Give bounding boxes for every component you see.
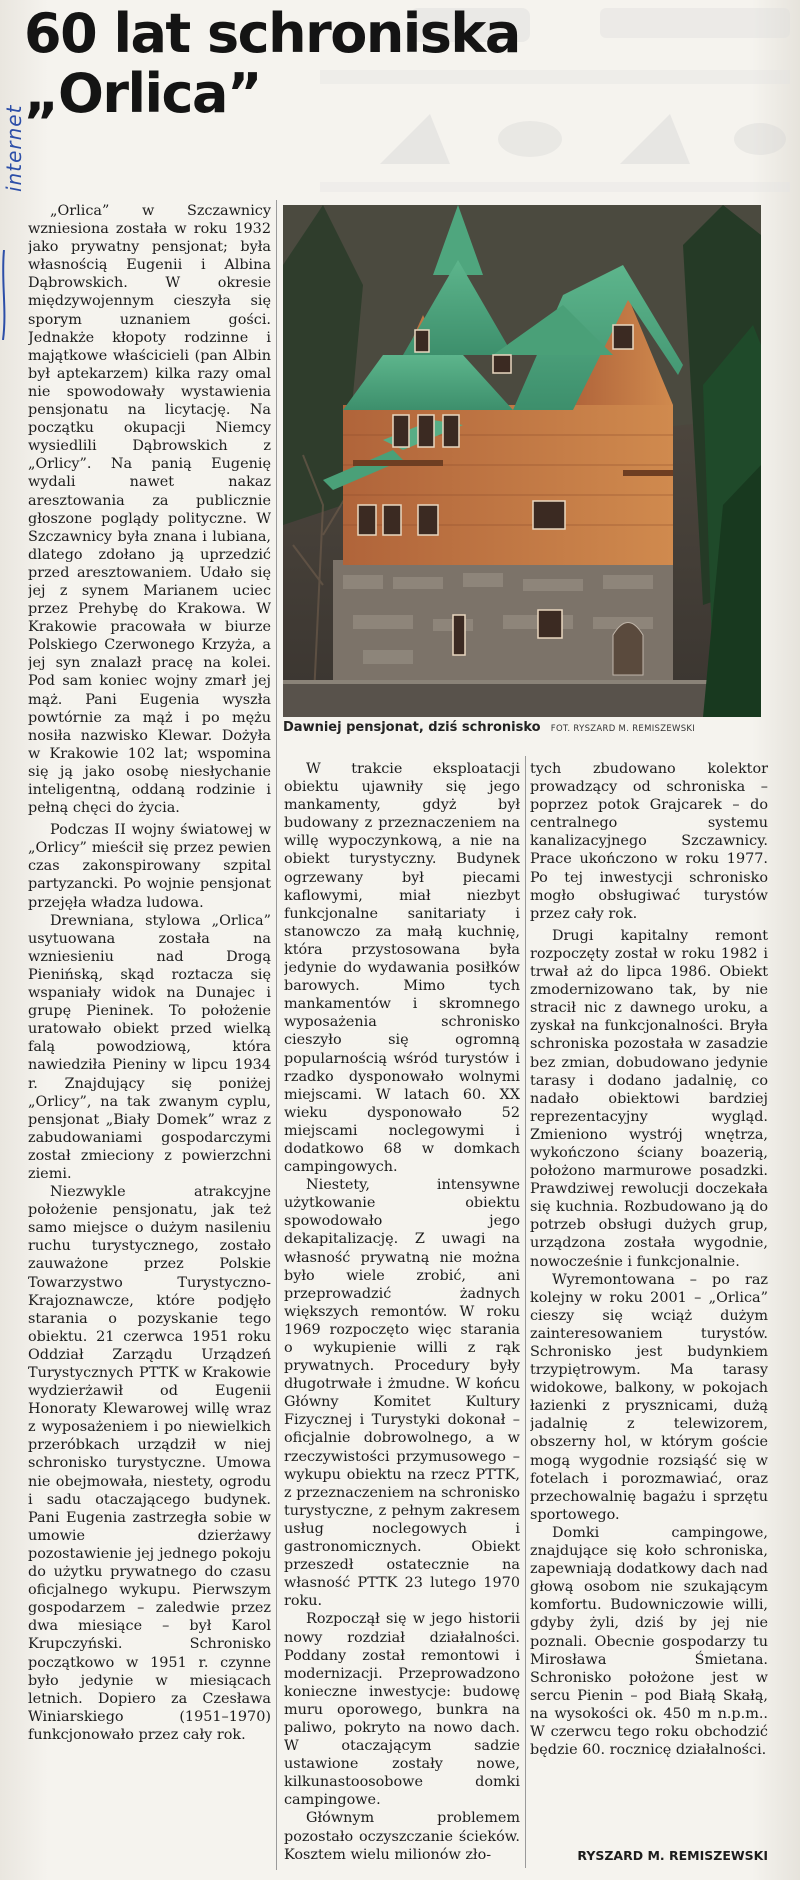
- paragraph: Drewniana, stylowa „Orlica” usytuowana została na wzniesieniu nad Drogą Pienińską, skąd roztacza się wspaniały widok na Dunajec i grupę Pieninek. To położenie uratowało obiekt przed wielką falą powodziową, która nawiedziła Pieniny w lipcu 1934 r. Znajdujący się poniżej „Orlicy”, na tak zwanym cyplu, pensjonat „Biały Domek” wraz z zabudowaniami gospodarczymi został zmieciony z powierzchni ziemi.: [28, 912, 271, 1182]
- building-photo: [283, 205, 761, 717]
- paragraph: W trakcie eksploatacji obiektu ujawniły się jego mankamenty, gdyż był budowany z przeznaczeniem na willę wypoczynkową, a nie na obiekt turystyczny. Budynek ogrzewany był piecami kaflowymi, miał niezbyt funkcjonalne sanitariaty i stanowczo za małą kuchnię, która przystosowana była jedynie do wydawania posiłków barowych. Mimo tych mankamentów i skromnego wyposażenia schronisko cieszyło się ogromną popularnością wśród turystów i rzadko dysponowało wolnymi miejscami. W latach 60. XX wieku dysponowało 52 miejscami noclegowymi i dodatkowo 68 w domkach campingowych.: [284, 761, 520, 1176]
- article-column-3: [530, 760, 768, 1838]
- column-divider: [525, 756, 526, 1868]
- paragraph: Podczas II wojny światowej w „Orlicy” mieścił się przez pewien czas zakonspirowany szpital partyzancki. Po wojnie pensjonat przejęła władza ludowa.: [28, 822, 271, 911]
- headline: 60 lat schroniska „Orlica”: [24, 2, 520, 125]
- paragraph: Domki campingowe, znajdujące się koło schroniska, zapewniają dodatkowy dach nad głową osobom nie szukającym komfortu. Budowniczowie willi, gdyby żyli, dziś by jej nie poznali. Obecnie gospodarzy tu Mirosława Śmietana. Schronisko położone jest w sercu Pienin – pod Białą Skałą, na wysokości ok. 450 m n.p.m.. W czerwcu tego roku obchodzić będzie 60. rocznicę działalności.: [530, 1524, 768, 1759]
- paragraph: Wyremontowana – po raz kolejny w roku 2001 – „Orlica” cieszy się wciąż dużym zainteresowaniem turystów. Schronisko jest budynkiem trzypiętrowym. Ma tarasy widokowe, balkony, w pokojach łazienki z prysznicami, dużą jadalnię z telewizorem, obszerny hol, w którym goście mogą wygodnie rozsiąść się w fotelach i porozmawiać, oraz przechowalnię bagażu i sprzętu sportowego.: [530, 1271, 768, 1523]
- paragraph: tych zbudowano kolektor prowadzący od schroniska – poprzez potok Grajcarek – do centralnego systemu kanalizacyjnego Szczawnicy. Prace ukończono w roku 1977. Po tej inwestycji schronisko mogło obsługiwać turystów przez cały rok.: [530, 761, 768, 922]
- article-column-1: [28, 202, 271, 1870]
- margin-pen-mark: [0, 250, 8, 340]
- handwritten-note: internet: [2, 104, 26, 192]
- paragraph: Niestety, intensywne użytkowanie obiektu spowodowało jego dekapitalizację. Z uwagi na własność prywatną nie można było wiele zrobić, ani przeprowadzić żadnych większych remontów. W roku 1969 rozpoczęto więc starania o wykupienie willi z rąk prywatnych. Procedury były długotrwałe i żmudne. W końcu Główny Komitet Kultury Fizycznej i Turystyki dokonał – oficjalnie dobrowolnego, a w rzeczywistości przymusowego – wykupu obiektu na rzecz PTTK, z przeznaczeniem na schronisko turystyczne, z pełnym zakresem usług noclegowych i gastronomicznych. Obiekt przeszedł ostatecznie na własność PTTK 23 lutego 1970 roku.: [284, 1177, 520, 1610]
- paragraph: Niezwykle atrakcyjne położenie pensjonatu, jak też samo miejsce o dużym nasileniu ruchu turystycznego, zostało zauważone przez Polskie Towarzystwo Turystyczno-Krajoznawcze, które podjęło starania o pozyskanie tego obiektu. 21 czerwca 1951 roku Oddział Zarządu Urządzeń Turystycznych PTTK w Krakowie wydzierżawił od Eugenii Honoraty Klewarowej willę wraz z wyposażeniem i po niewielkich przeróbkach urządził w niej schronisko turystyczne. Umowa nie obejmowała, niestety, ogrodu i sadu otaczającego budynek. Pani Eugenia zastrzegła sobie w umowie dzierżawy pozostawienie jej jednego pokoju do użytku prywatnego do czasu oficjalnego wykupu. Pierwszym gospodarzem – zaledwie przez dwa miesiące – był Karol Krupczyński. Schronisko początkowo w 1951 r. czynne było jedynie w miesiącach letnich. Dopiero za Czesława Winiarskiego (1951–1970) funkcjonowało przez cały rok.: [28, 1184, 271, 1743]
- author-signature: RYSZARD M. REMISZEWSKI: [577, 1848, 768, 1863]
- photo-credit: FOT. RYSZARD M. REMISZEWSKI: [550, 724, 696, 734]
- article-column-2: [284, 760, 520, 1868]
- column-divider: [276, 200, 277, 1870]
- paragraph: Drugi kapitalny remont rozpoczęty został w roku 1982 i trwał aż do lipca 1986. Obiekt zmodernizowano tak, by nie stracił nic z dawnego uroku, a zyskał na funkcjonalności. Bryła schroniska pozostała w zasadzie bez zmian, dobudowano jedynie tarasy i dodano jadalnię, co nadało obiektowi bardziej reprezentacyjny wygląd. Zmieniono wystrój wnętrza, wykończono ściany boazerią, położono marmurowe posadzki. Prawdziwej rewolucji doczekała się kuchnia. Rozbudowano ją do potrzeb obsługi dużych grup, urządzona została wygodnie, nowocześnie i funkcjonalnie.: [530, 927, 768, 1270]
- paragraph: Rozpoczął się w jego historii nowy rozdział działalności. Poddany został remontowi i modernizacji. Przeprowadzono konieczne inwestycje: budowę muru oporowego, bunkra na paliwo, pokryto na nowo dach. W otaczającym sadzie ustawione zostały nowe, kilkunastoosobowe domki campingowe.: [284, 1611, 520, 1809]
- caption-text: Dawniej pensjonat, dziś schronisko: [283, 720, 541, 735]
- paragraph: „Orlica” w Szczawnicy wzniesiona została w roku 1932 jako prywatny pensjonat; była własnością Eugenii i Albina Dąbrowskich. W okresie międzywojennym cieszyła się sporym uznaniem gości. Jednakże kłopoty rodzinne i majątkowe właścicieli (pan Albin był aptekarzem) kilka razy omal nie spowodowały wystawienia pensjonatu na licytację. Na początku okupacji Niemcy wysiedlili Dąbrowskich z „Orlicy”. Na panią Eugenię wydali nawet nakaz aresztowania za publicznie głoszone poglądy polityczne. W Szczawnicy była znana i lubiana, dlatego zdołano ją uprzedzić przed aresztowaniem. Udało się jej z synem Marianem uciec przez Prehybę do Krakowa. W Krakowie pracowała w biurze Polskiego Czerwonego Krzyża, a jej syn znalazł pracę na kolei. Pod sam koniec wojny zmarł jej mąż. Pani Eugenia wyszła powtórnie za mąż i po mężu nosiła nazwisko Klewar. Dożyła w Krakowie 102 lat; wspomina się ją jako osobę niesłychanie inteligentną, oddaną rodzinie i pełną chęci do życia.: [28, 203, 271, 817]
- paragraph: Głównym problemem pozostało oczyszczanie ścieków. Kosztem wielu milionów zło-: [284, 1810, 520, 1863]
- photo-caption: [283, 720, 763, 740]
